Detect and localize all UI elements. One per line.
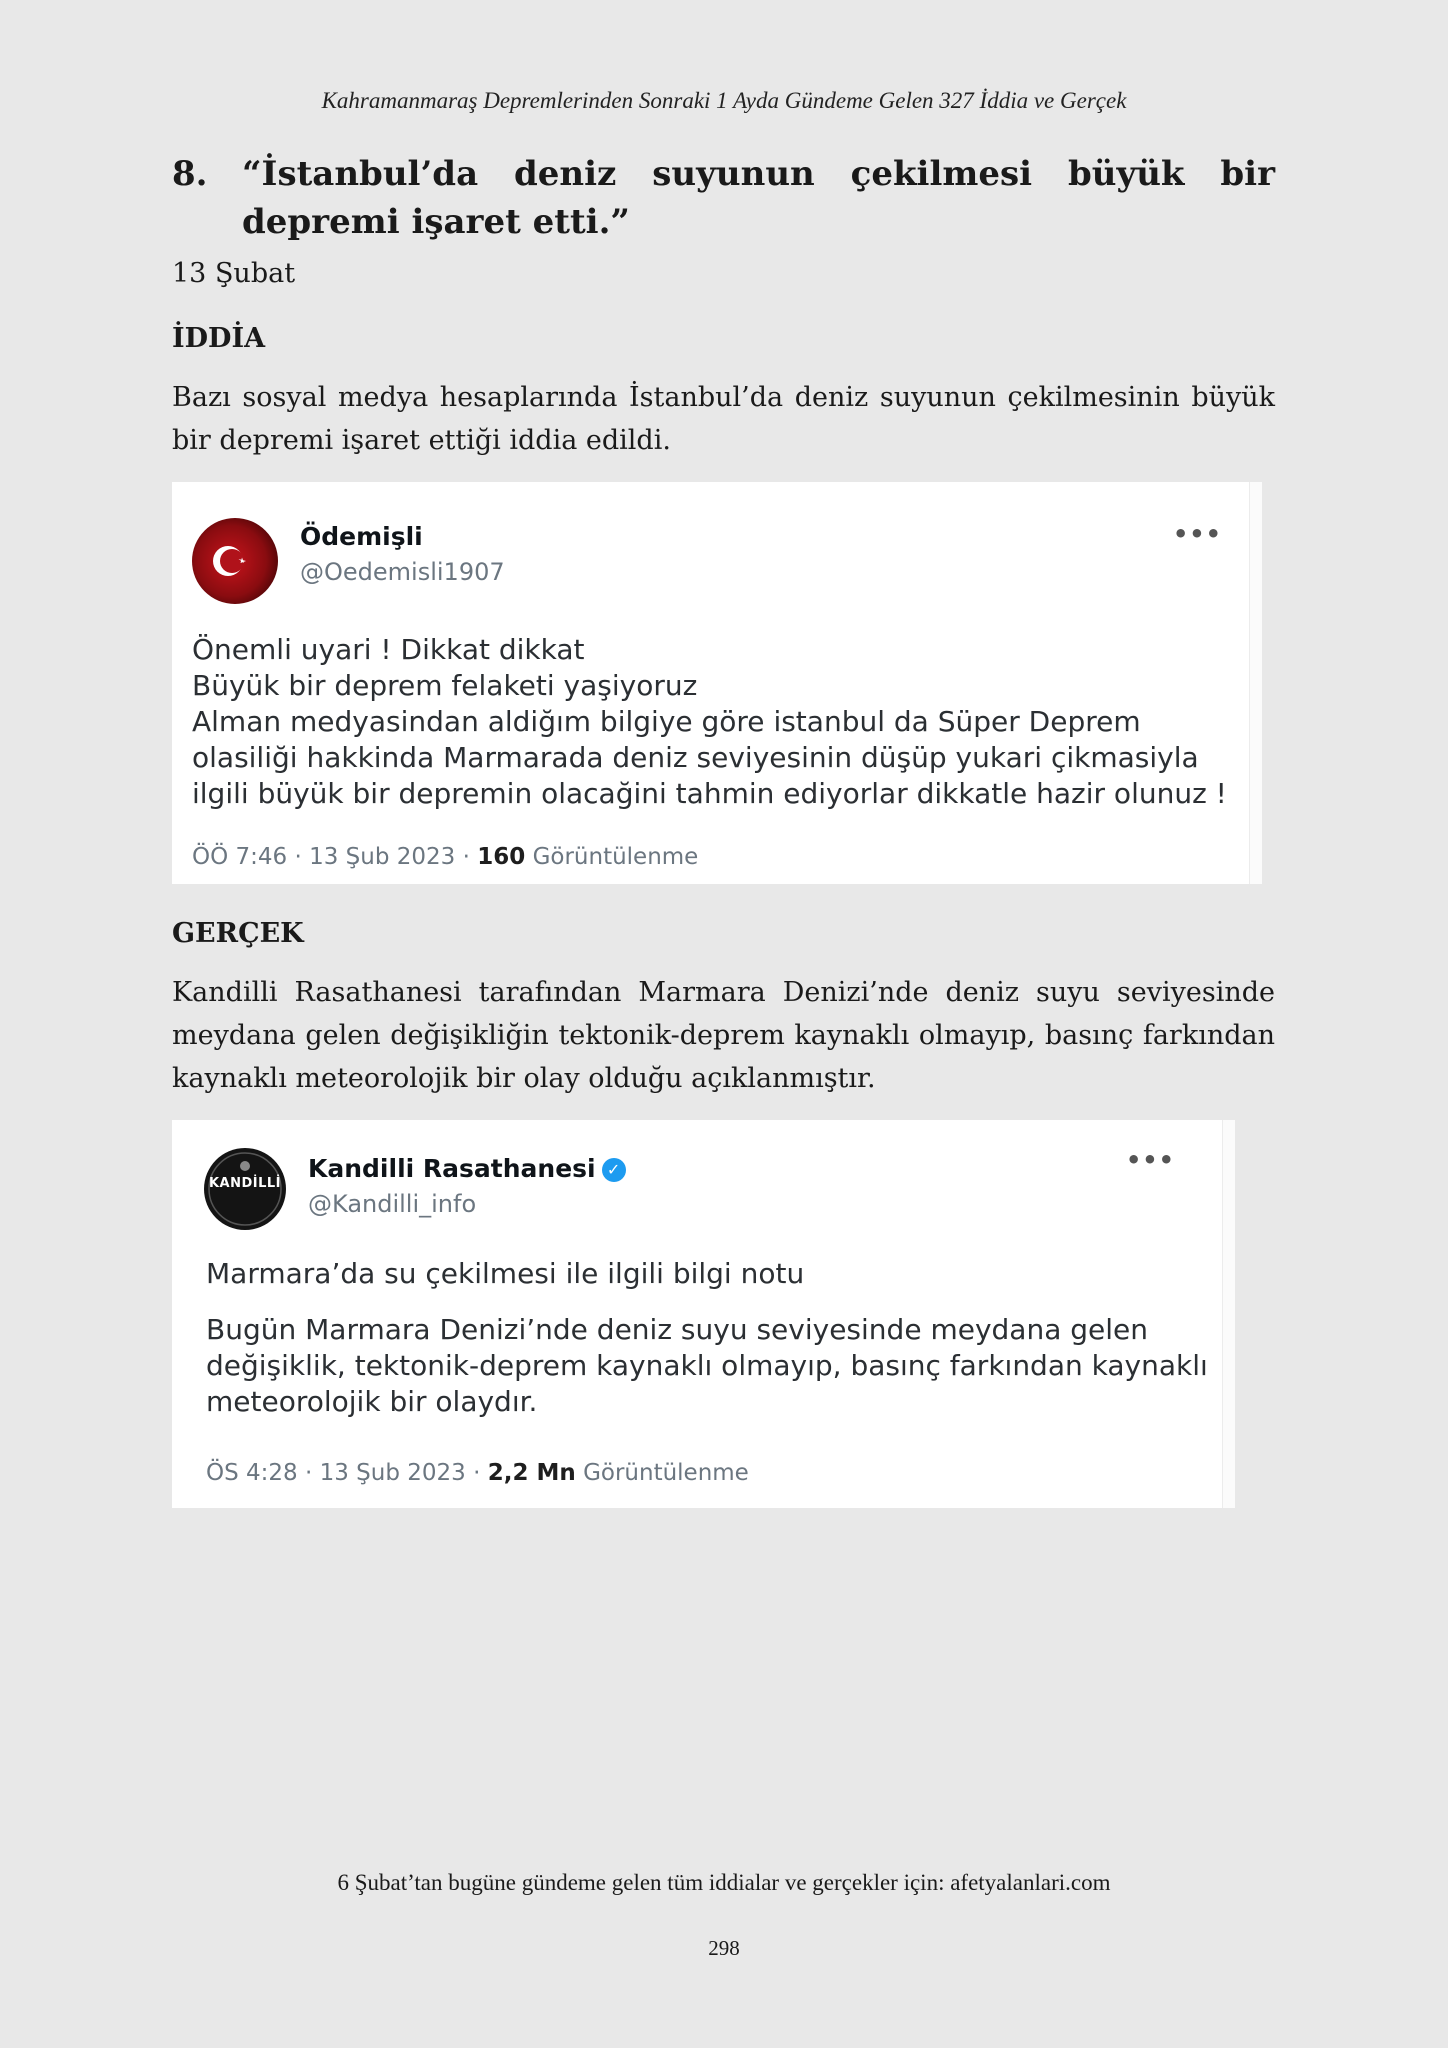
- tweet-author-name: [308, 1154, 626, 1183]
- tweet-odemisli: [172, 482, 1262, 884]
- gercek-text: Kandilli Rasathanesi tarafından Marmara Denizi’nde deniz suyu seviyesinde meydana gelen değişikliğin tektonik-deprem kaynaklı olmayıp, basınç farkından kaynaklı meteorolojik bir olay olduğu açıklanmıştır.: [172, 977, 1275, 1094]
- tweet-line: ilgili büyük bir depremin olacağini tahmin ediyorlar dikkatle hazir olunuz !: [192, 777, 1227, 810]
- tweet-body: [192, 632, 1242, 812]
- screenshot-edge: [1222, 1120, 1235, 1508]
- avatar-turkish-flag: [192, 518, 278, 604]
- footer-link: 6 Şubat’tan bugüne gündeme gelen tüm iddialar ve gerçekler için: afetyalanlari.com: [337, 1870, 1111, 1895]
- tweet-line: Bugün Marmara Denizi’nde deniz suyu seviyesinde meydana gelen: [206, 1313, 1149, 1346]
- iddia-text: Bazı sosyal medya hesaplarında İstanbul’da deniz suyunun çekilmesinin büyük bir depremi işaret ettiği iddia edildi.: [172, 382, 1275, 456]
- gercek-heading: GERÇEK: [172, 918, 304, 949]
- tweet-view-count: 2,2 Mn: [487, 1460, 576, 1486]
- tweet-author-handle: @Kandilli_info: [308, 1190, 477, 1218]
- claim-title: [172, 150, 1275, 246]
- tweet-line: meteorolojik bir olaydır.: [206, 1385, 538, 1418]
- tweet-timestamp: ÖS 4:28 · 13 Şub 2023 ·: [206, 1460, 481, 1486]
- tweet-views-label: Görüntülenme: [532, 844, 699, 870]
- tweet-kandilli: [172, 1120, 1235, 1508]
- tweet-line: Alman medyasindan aldiğım bilgiye göre istanbul da Süper Deprem: [192, 705, 1141, 738]
- tweet-meta: [206, 1460, 749, 1486]
- avatar-kandilli-logo: [204, 1148, 286, 1230]
- tweet-line: değişiklik, tektonik-deprem kaynaklı olmayıp, basınç farkından kaynaklı: [206, 1349, 1208, 1382]
- verified-badge-icon: ✓: [602, 1158, 626, 1182]
- claim-number: 8.: [172, 154, 208, 194]
- tweet-meta: [192, 844, 698, 870]
- tweet-line: olasiliği hakkinda Marmarada deniz seviyesinin düşüp yukari çikmasiyla: [192, 741, 1199, 774]
- page-content: [172, 150, 1275, 1508]
- tweet-author-handle: @Oedemisli1907: [300, 558, 505, 586]
- avatar-text: KANDİLLİ: [208, 1176, 282, 1191]
- more-options-icon[interactable]: •••: [1172, 520, 1222, 548]
- claim-date: 13 Şubat: [172, 258, 296, 289]
- tweet-views-label: Görüntülenme: [583, 1460, 749, 1486]
- screenshot-edge: [1249, 482, 1262, 884]
- tweet-timestamp: ÖÖ 7:46 · 13 Şub 2023 ·: [192, 844, 470, 870]
- more-options-icon[interactable]: •••: [1125, 1146, 1175, 1174]
- tweet-line: Marmara’da su çekilmesi ile ilgili bilgi notu: [206, 1257, 805, 1290]
- claim-heading: “İstanbul’da deniz suyunun çekilmesi büyük bir depremi işaret etti.”: [242, 154, 1275, 242]
- tweet-view-count: 160: [477, 844, 526, 870]
- tweet-line: Önemli uyari ! Dikkat dikkat: [192, 633, 585, 666]
- tweet-line: Büyük bir deprem felaketi yaşiyoruz: [192, 669, 698, 702]
- tweet-body: [206, 1256, 1216, 1420]
- iddia-heading: İDDİA: [172, 323, 266, 354]
- page-number: 298: [708, 1936, 740, 1960]
- turkish-flag-icon: [192, 518, 278, 604]
- tweet-author-name: Ödemişli: [300, 522, 423, 551]
- tweet-author-name-text: Kandilli Rasathanesi: [308, 1154, 596, 1183]
- running-header: Kahramanmaraş Depremlerinden Sonraki 1 Ayda Gündeme Gelen 327 İddia ve Gerçek: [321, 88, 1127, 113]
